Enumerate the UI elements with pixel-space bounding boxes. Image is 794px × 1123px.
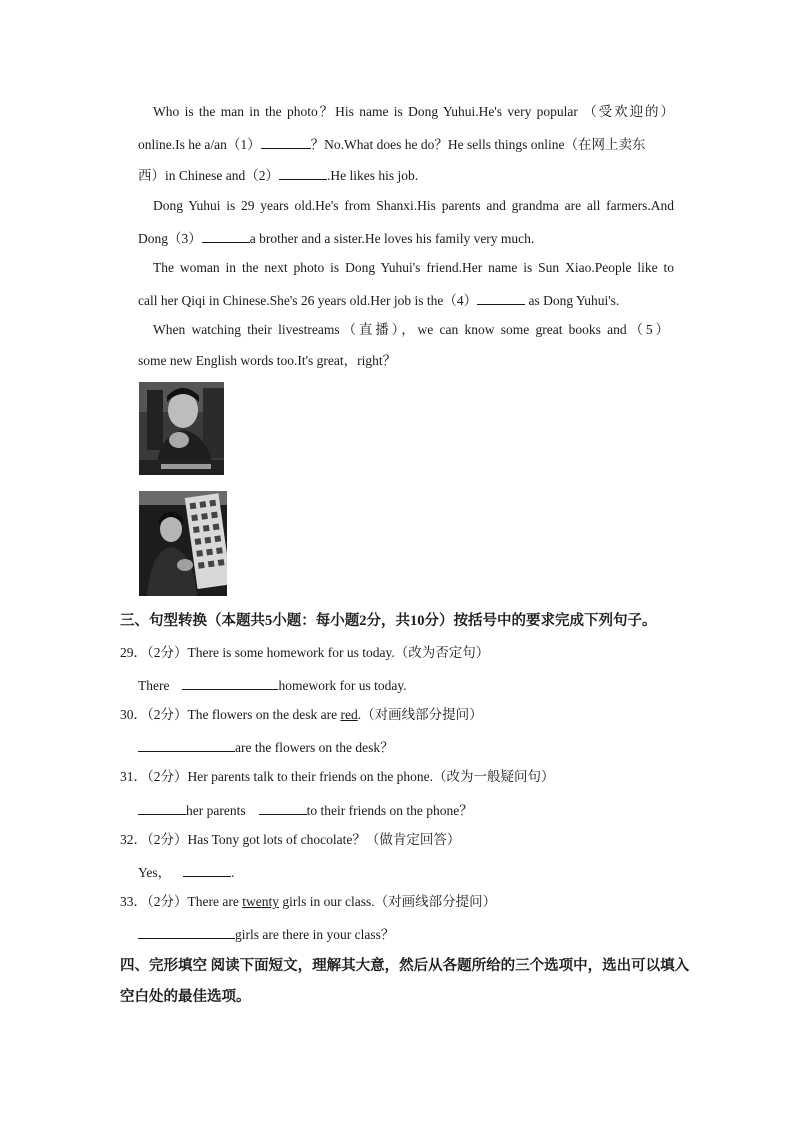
photo-dong-yuhui: [139, 382, 224, 475]
passage-line: online.Is he a/an（1） ？No.What does he do？He sells things online（在网上卖东: [138, 134, 645, 154]
answer-blank: [138, 924, 235, 939]
photo-sun-xiao: [139, 491, 227, 596]
answer-blank: [138, 737, 235, 752]
answer-blank: [182, 675, 278, 690]
answer-blank-4: [477, 290, 525, 305]
passage-line: Who is the man in the photo？His name is Dong Yuhui.He's very popular （受欢迎的）: [153, 104, 674, 119]
answer-blank: [183, 862, 231, 877]
question-31: 31．（2分）Her parents talk to their friends on the phone.（改为一般疑问句）: [120, 769, 555, 784]
answer-line-29: There homework for us today.: [138, 675, 407, 695]
section-3-heading: 三、句型转换（本题共5小题：每小题2分，共10分）按括号中的要求完成下列句子。: [120, 613, 657, 629]
passage-line: Dong（3） a brother and a sister.He loves his family very much.: [138, 228, 534, 248]
question-30: 30．（2分）The flowers on the desk are red.（对画线部分提问）: [120, 707, 483, 722]
photo-man-image: [139, 382, 224, 475]
question-32: 32．（2分）Has Tony got lots of chocolate？（做肯定回答）: [120, 832, 461, 847]
passage-line: When watching their livestreams（直播），we can know some great books and（5）: [153, 322, 669, 337]
section-4-heading-cont: 空白处的最佳选项。: [120, 989, 251, 1005]
answer-blank-2: [279, 165, 327, 180]
passage-line: Dong Yuhui is 29 years old.He's from Shanxi.His parents and grandma are all farmers.And: [153, 198, 674, 213]
answer-blank-1: [261, 134, 311, 149]
answer-line-31: her parents to their friends on the phone？: [138, 800, 473, 820]
question-29: 29．（2分）There is some homework for us today.（改为否定句）: [120, 645, 490, 660]
photo-woman-image: [139, 491, 227, 596]
passage-line: 西）in Chinese and（2） .He likes his job.: [138, 165, 418, 185]
answer-line-32: Yes， .: [138, 862, 235, 882]
answer-blank: [138, 800, 186, 815]
answer-line-33: girls are there in your class？: [138, 924, 394, 944]
answer-line-30: are the flowers on the desk？: [138, 737, 394, 757]
passage-line: some new English words too.It's great，right？: [138, 353, 397, 368]
underlined-word: twenty: [242, 894, 279, 909]
question-33: 33．（2分）There are twenty girls in our class.（对画线部分提问）: [120, 894, 497, 909]
section-4-heading: 四、完形填空 阅读下面短文，理解其大意，然后从各题所给的三个选项中，选出可以填入: [120, 958, 690, 974]
answer-blank-3: [202, 228, 250, 243]
answer-blank: [259, 800, 307, 815]
passage-line: The woman in the next photo is Dong Yuhui's friend.Her name is Sun Xiao.People like to: [153, 260, 674, 275]
passage-line: call her Qiqi in Chinese.She's 26 years old.Her job is the（4） as Dong Yuhui's.: [138, 290, 619, 310]
underlined-word: red: [340, 707, 358, 722]
